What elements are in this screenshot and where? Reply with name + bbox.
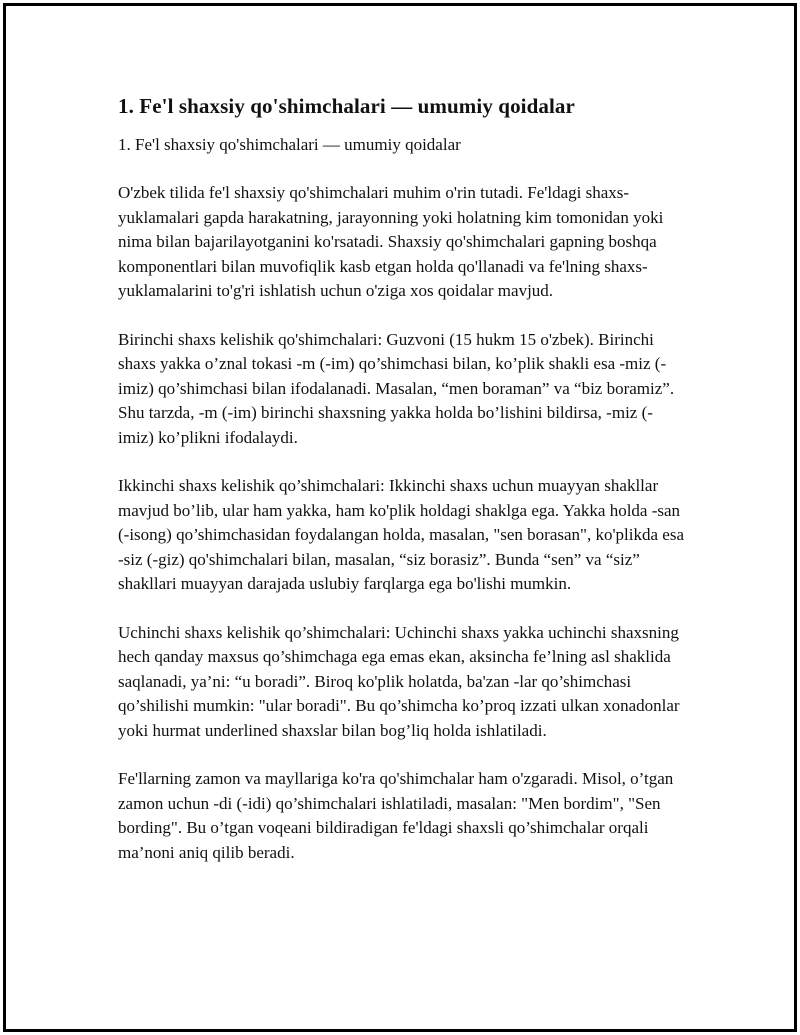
paragraph-tense: Fe'llarning zamon va mayllariga ko'ra qo'shimchalar ham o'zgaradi. Misol, o’tgan zamon uchun -di (-idi) qo’shimchalari ishlatiladi, masalan: "Men bordim", "Sen bording". Bu o’tgan voqeani bildiradigan fe'ldagi shaxsli qo’shimchalar orqali ma’noni aniq qilib beradi. xyxy=(118,769,674,862)
paragraph-third-person: Uchinchi shaxs kelishik qo’shimchalari: Uchinchi shaxs yakka uchinchi shaxsning hech qanday maxsus qo’shimchaga ega emas ekan, aksincha fe’lning asl shaklida saqlanadi, ya’ni: “u boradi”. Biroq ko'plik holatda, ba'zan -lar qo’shimchasi qo’shilishi mumkin: "ular boradi". Bu qo’shimcha ko’proq izzati ulkan xonadonlar yoki hurmat underlined shaxslar bilan bog’liq holda ishlatiladi. xyxy=(118,622,680,740)
document-body xyxy=(118,92,688,865)
document-title: 1. Fe'l shaxsiy qo'shimchalari — umumiy qoidalar xyxy=(118,94,575,118)
paragraph-first-person: Birinchi shaxs kelishik qo'shimchalari: Guzvoni (15 hukm 15 o'zbek). Birinchi shaxs yakka o’znal tokasi -m (-im) qo’shimchasi bilan, ko’plik shakli esa -miz (-imiz) qo’shimchasi bilan ifodalanadi. Masalan, “men boraman” va “biz boramiz”. Shu tarzda, -m (-im) birinchi shaxsning yakka holda bo’lishini bildirsa, -miz (-imiz) ko’plikni ifodalaydi. xyxy=(118,329,675,447)
paragraph-intro: O'zbek tilida fe'l shaxsiy qo'shimchalari muhim o'rin tutadi. Fe'ldagi shaxs-yuklamalari gapda harakatning, jarayonning yoki holatning kim tomonidan yoki nima bilan bajarilayotganini ko'rsatadi. Shaxsiy qo'shimchalari gapning boshqa komponentlari bilan muvofiqlik kasb etgan holda qo'llanadi va fe'lning shaxs-yuklamalarini to'g'ri ishlatish uchun o'ziga xos qoidalar mavjud. xyxy=(118,183,664,300)
paragraph-second-person: Ikkinchi shaxs kelishik qo’shimchalari: Ikkinchi shaxs uchun muayyan shakllar mavjud bo’lib, ular ham yakka, ham ko'plik holdagi shaklga ega. Yakka holda -san (-isong) qo’shimchasidan foydalangan holda, masalan, "sen borasan", ko'plikda esa -siz (-giz) qo'shimchalari bilan, masalan, “siz borasiz”. Bunda “sen” va “siz” shakllari muayyan darajada uslubiy farqlarga ega bo'lishi mumkin. xyxy=(118,476,684,593)
document-subtitle: 1. Fe'l shaxsiy qo'shimchalari — umumiy qoidalar xyxy=(118,135,461,154)
